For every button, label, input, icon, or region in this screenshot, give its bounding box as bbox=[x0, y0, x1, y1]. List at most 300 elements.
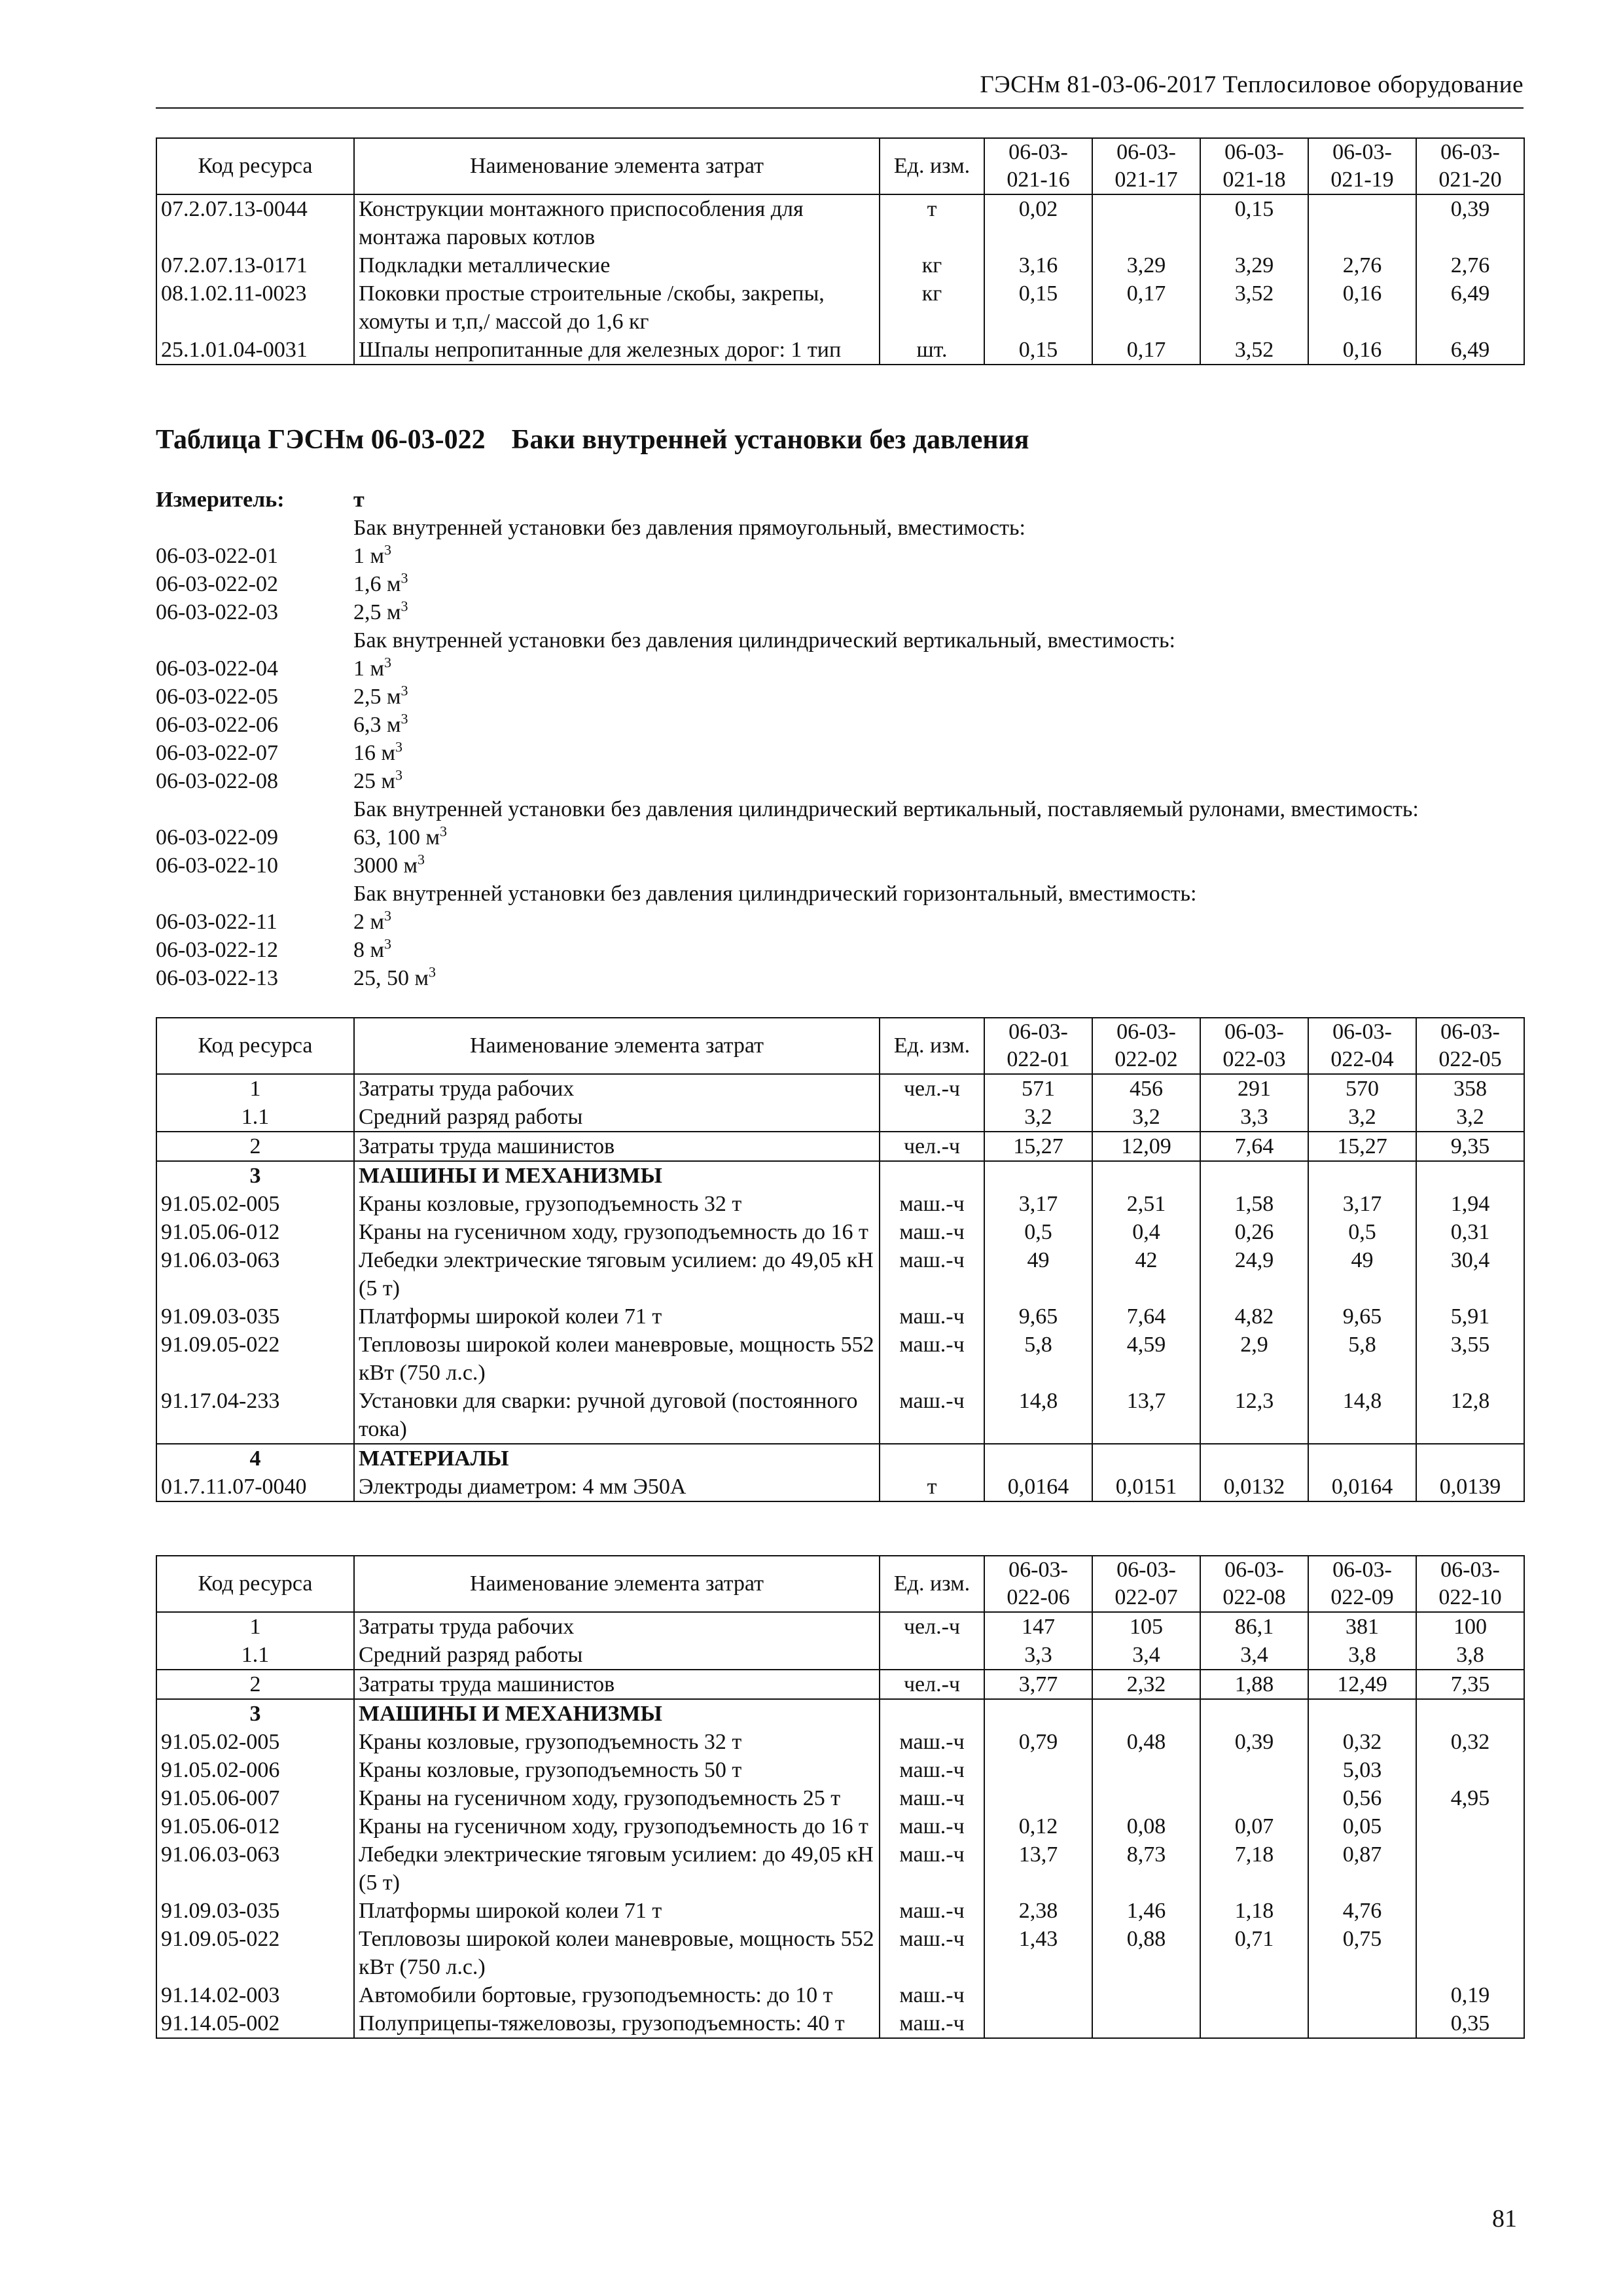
table-row bbox=[156, 1981, 1524, 2009]
measure-line bbox=[156, 795, 1530, 823]
table-row bbox=[156, 1728, 1524, 1756]
rate-text: 63, 100 м bbox=[353, 825, 440, 850]
resource-value: 4,76 bbox=[1308, 1897, 1416, 1925]
resource-value bbox=[1092, 1161, 1200, 1190]
resource-value: 0,15 bbox=[984, 279, 1092, 336]
resource-name: Краны на гусеничном ходу, грузоподъемность до 16 т bbox=[354, 1218, 880, 1246]
resource-value bbox=[1416, 1699, 1524, 1728]
col-header-norm: 06-03-021-20 bbox=[1416, 138, 1524, 194]
resource-value bbox=[1200, 1981, 1308, 2009]
resource-value: 0,87 bbox=[1308, 1840, 1416, 1897]
resource-value: 3,29 bbox=[1092, 251, 1200, 279]
resource-unit: маш.-ч bbox=[880, 1812, 984, 1840]
col-header-name: Наименование элемента затрат bbox=[354, 1556, 880, 1612]
resource-unit: кг bbox=[880, 279, 984, 336]
table-row bbox=[156, 1784, 1524, 1812]
unit-exponent: 3 bbox=[401, 569, 408, 586]
resource-unit bbox=[880, 1641, 984, 1670]
table-row bbox=[156, 1473, 1524, 1501]
resource-value: 7,64 bbox=[1092, 1302, 1200, 1331]
resource-value: 0,5 bbox=[984, 1218, 1092, 1246]
resource-table-022-b bbox=[156, 1555, 1525, 2039]
table-row bbox=[156, 1161, 1524, 1190]
measure-line bbox=[156, 880, 1530, 908]
resource-code: 91.05.02-005 bbox=[156, 1728, 354, 1756]
rate-text: Бак внутренней установки без давления цилиндрический горизонтальный, вместимость: bbox=[353, 882, 1197, 906]
resource-code: 91.09.05-022 bbox=[156, 1925, 354, 1981]
resource-value: 3,2 bbox=[1308, 1103, 1416, 1132]
resource-name: Лебедки электрические тяговым усилием: до 49,05 кН (5 т) bbox=[354, 1246, 880, 1302]
resource-code: 91.06.03-063 bbox=[156, 1840, 354, 1897]
col-header-norm: 06-03-021-16 bbox=[984, 138, 1092, 194]
resource-name: Подкладки металлические bbox=[354, 251, 880, 279]
rate-description bbox=[353, 767, 402, 795]
resource-name: Краны козловые, грузоподъемность 32 т bbox=[354, 1190, 880, 1218]
resource-value bbox=[1092, 1981, 1200, 2009]
col-header-norm: 06-03-022-04 bbox=[1308, 1018, 1416, 1074]
table-row bbox=[156, 194, 1524, 251]
table-row bbox=[156, 2009, 1524, 2038]
resource-value: 0,17 bbox=[1092, 279, 1200, 336]
running-header: ГЭСНм 81-03-06-2017 Теплосиловое оборудование bbox=[980, 71, 1524, 98]
resource-name: Средний разряд работы bbox=[354, 1103, 880, 1132]
header-rule bbox=[156, 107, 1524, 109]
resource-code: 07.2.07.13-0044 bbox=[156, 194, 354, 251]
resource-unit bbox=[880, 1444, 984, 1473]
rate-description bbox=[353, 542, 391, 570]
resource-table-021 bbox=[156, 137, 1525, 365]
resource-value: 3,8 bbox=[1308, 1641, 1416, 1670]
resource-value: 5,91 bbox=[1416, 1302, 1524, 1331]
resource-value: 9,65 bbox=[1308, 1302, 1416, 1331]
meter-label: Измеритель: bbox=[156, 488, 285, 512]
col-header-norm: 06-03-022-03 bbox=[1200, 1018, 1308, 1074]
table-row bbox=[156, 1699, 1524, 1728]
resource-value: 570 bbox=[1308, 1074, 1416, 1103]
resource-value: 6,49 bbox=[1416, 336, 1524, 365]
resource-value: 1,58 bbox=[1200, 1190, 1308, 1218]
resource-value: 1,46 bbox=[1092, 1897, 1200, 1925]
resource-value: 0,16 bbox=[1308, 279, 1416, 336]
table-row bbox=[156, 1612, 1524, 1641]
rate-text: 6,3 м bbox=[353, 713, 401, 737]
resource-name: Краны на гусеничном ходу, грузоподъемность до 16 т bbox=[354, 1812, 880, 1840]
resource-value: 7,18 bbox=[1200, 1840, 1308, 1897]
rate-text: 1 м bbox=[353, 544, 385, 568]
resource-value bbox=[1092, 1784, 1200, 1812]
resource-value bbox=[1308, 194, 1416, 251]
resource-value: 0,35 bbox=[1416, 2009, 1524, 2038]
measure-line bbox=[156, 711, 1530, 739]
rate-description bbox=[353, 570, 408, 598]
unit-exponent: 3 bbox=[384, 654, 392, 671]
resource-code: 4 bbox=[156, 1444, 354, 1473]
resource-name: Средний разряд работы bbox=[354, 1641, 880, 1670]
resource-value: 14,8 bbox=[1308, 1387, 1416, 1444]
resource-code: 01.7.11.07-0040 bbox=[156, 1473, 354, 1501]
measure-line bbox=[156, 626, 1530, 655]
resource-value: 7,64 bbox=[1200, 1132, 1308, 1161]
resource-value: 3,55 bbox=[1416, 1331, 1524, 1387]
resource-code: 91.06.03-063 bbox=[156, 1246, 354, 1302]
resource-value bbox=[1416, 1840, 1524, 1897]
col-header-norm: 06-03-021-19 bbox=[1308, 138, 1416, 194]
rate-description bbox=[353, 964, 436, 992]
resource-value bbox=[1092, 1699, 1200, 1728]
resource-value: 3,17 bbox=[984, 1190, 1092, 1218]
resource-value: 0,0164 bbox=[984, 1473, 1092, 1501]
resource-unit: маш.-ч bbox=[880, 1897, 984, 1925]
rate-text: 3000 м bbox=[353, 853, 418, 878]
rate-code: 06-03-022-09 bbox=[156, 825, 278, 850]
resource-value bbox=[1200, 1699, 1308, 1728]
resource-value: 5,8 bbox=[984, 1331, 1092, 1387]
resource-name: МАШИНЫ И МЕХАНИЗМЫ bbox=[354, 1699, 880, 1728]
resource-value: 15,27 bbox=[984, 1132, 1092, 1161]
col-header-norm: 06-03-022-10 bbox=[1416, 1556, 1524, 1612]
resource-value: 1,18 bbox=[1200, 1897, 1308, 1925]
resource-unit: шт. bbox=[880, 336, 984, 365]
table-row bbox=[156, 336, 1524, 365]
resource-value: 12,49 bbox=[1308, 1670, 1416, 1699]
resource-value: 12,3 bbox=[1200, 1387, 1308, 1444]
resource-value: 0,39 bbox=[1416, 194, 1524, 251]
rate-text: 8 м bbox=[353, 938, 385, 962]
meter-row bbox=[156, 486, 1530, 514]
resource-value bbox=[1308, 1699, 1416, 1728]
rate-text: Бак внутренней установки без давления прямоугольный, вместимость: bbox=[353, 516, 1026, 540]
resource-value: 456 bbox=[1092, 1074, 1200, 1103]
resource-name: Затраты труда рабочих bbox=[354, 1612, 880, 1641]
resource-unit: маш.-ч bbox=[880, 1840, 984, 1897]
resource-value bbox=[1200, 1444, 1308, 1473]
resource-code: 25.1.01.04-0031 bbox=[156, 336, 354, 365]
resource-value: 2,32 bbox=[1092, 1670, 1200, 1699]
resource-value: 42 bbox=[1092, 1246, 1200, 1302]
resource-value: 9,65 bbox=[984, 1302, 1092, 1331]
resource-value: 3,8 bbox=[1416, 1641, 1524, 1670]
resource-value: 0,5 bbox=[1308, 1218, 1416, 1246]
rate-code: 06-03-022-03 bbox=[156, 600, 278, 624]
resource-value: 0,31 bbox=[1416, 1218, 1524, 1246]
header-row bbox=[156, 138, 1524, 194]
resource-unit: кг bbox=[880, 251, 984, 279]
resource-name: МАТЕРИАЛЫ bbox=[354, 1444, 880, 1473]
table-row bbox=[156, 1218, 1524, 1246]
rate-description bbox=[353, 936, 391, 964]
measure-line bbox=[156, 570, 1530, 598]
resource-code: 2 bbox=[156, 1132, 354, 1161]
table-row bbox=[156, 1897, 1524, 1925]
resource-value: 0,71 bbox=[1200, 1925, 1308, 1981]
resource-value: 1,94 bbox=[1416, 1190, 1524, 1218]
resource-unit: чел.-ч bbox=[880, 1670, 984, 1699]
table-row bbox=[156, 1074, 1524, 1103]
table-row bbox=[156, 1132, 1524, 1161]
rate-description bbox=[353, 880, 1196, 908]
rate-description bbox=[353, 852, 425, 880]
resource-value bbox=[984, 1444, 1092, 1473]
resource-value: 0,12 bbox=[984, 1812, 1092, 1840]
resource-value bbox=[1200, 1161, 1308, 1190]
measure-line bbox=[156, 852, 1530, 880]
resource-code: 91.05.06-007 bbox=[156, 1784, 354, 1812]
resource-name: Электроды диаметром: 4 мм Э50А bbox=[354, 1473, 880, 1501]
rate-code: 06-03-022-04 bbox=[156, 656, 278, 681]
resource-value: 381 bbox=[1308, 1612, 1416, 1641]
resource-value bbox=[984, 1756, 1092, 1784]
resource-value bbox=[1092, 194, 1200, 251]
resource-value: 0,17 bbox=[1092, 336, 1200, 365]
resource-unit: маш.-ч bbox=[880, 1387, 984, 1444]
resource-value: 358 bbox=[1416, 1074, 1524, 1103]
table-row bbox=[156, 1246, 1524, 1302]
resource-value: 0,05 bbox=[1308, 1812, 1416, 1840]
resource-value: 3,52 bbox=[1200, 279, 1308, 336]
resource-unit: чел.-ч bbox=[880, 1132, 984, 1161]
table-row bbox=[156, 1756, 1524, 1784]
measure-line bbox=[156, 542, 1530, 570]
resource-name: Краны на гусеничном ходу, грузоподъемность 25 т bbox=[354, 1784, 880, 1812]
resource-value: 100 bbox=[1416, 1612, 1524, 1641]
rate-description bbox=[353, 626, 1175, 655]
resource-value: 1,43 bbox=[984, 1925, 1092, 1981]
resource-unit: маш.-ч bbox=[880, 1218, 984, 1246]
col-header-code: Код ресурса bbox=[156, 1018, 354, 1074]
resource-value: 0,0164 bbox=[1308, 1473, 1416, 1501]
resource-name: Платформы широкой колеи 71 т bbox=[354, 1302, 880, 1331]
resource-value: 3,4 bbox=[1200, 1641, 1308, 1670]
unit-exponent: 3 bbox=[401, 682, 408, 699]
unit-exponent: 3 bbox=[384, 541, 392, 558]
measure-line bbox=[156, 823, 1530, 852]
rate-description bbox=[353, 683, 408, 711]
resource-value: 8,73 bbox=[1092, 1840, 1200, 1897]
resource-value: 3,2 bbox=[1416, 1103, 1524, 1132]
resource-code: 1.1 bbox=[156, 1641, 354, 1670]
resource-code: 91.09.03-035 bbox=[156, 1302, 354, 1331]
resource-code: 07.2.07.13-0171 bbox=[156, 251, 354, 279]
unit-exponent: 3 bbox=[395, 766, 403, 783]
resource-value bbox=[1416, 1925, 1524, 1981]
resource-value bbox=[1308, 1981, 1416, 2009]
resource-value: 0,56 bbox=[1308, 1784, 1416, 1812]
unit-exponent: 3 bbox=[384, 907, 392, 924]
col-header-norm: 06-03-022-09 bbox=[1308, 1556, 1416, 1612]
table-row bbox=[156, 1444, 1524, 1473]
table-title bbox=[156, 423, 1029, 457]
resource-value: 2,51 bbox=[1092, 1190, 1200, 1218]
resource-value bbox=[1416, 1812, 1524, 1840]
resource-value: 0,0139 bbox=[1416, 1473, 1524, 1501]
resource-value: 0,16 bbox=[1308, 336, 1416, 365]
rate-description bbox=[353, 795, 1419, 823]
resource-unit: маш.-ч bbox=[880, 1246, 984, 1302]
resource-value: 1,88 bbox=[1200, 1670, 1308, 1699]
resource-value: 0,07 bbox=[1200, 1812, 1308, 1840]
resource-value: 0,4 bbox=[1092, 1218, 1200, 1246]
measure-line bbox=[156, 908, 1530, 936]
resource-code: 91.05.06-012 bbox=[156, 1218, 354, 1246]
measure-line bbox=[156, 964, 1530, 992]
unit-exponent: 3 bbox=[401, 598, 408, 615]
rate-text: 2,5 м bbox=[353, 685, 401, 709]
resource-unit: чел.-ч bbox=[880, 1074, 984, 1103]
resource-value bbox=[1308, 1444, 1416, 1473]
rate-text: 2 м bbox=[353, 910, 385, 934]
rate-code: 06-03-022-11 bbox=[156, 910, 277, 934]
rate-text: 25 м bbox=[353, 769, 396, 793]
col-header-norm: 06-03-021-17 bbox=[1092, 138, 1200, 194]
resource-unit: маш.-ч bbox=[880, 1925, 984, 1981]
rate-text: 16 м bbox=[353, 741, 396, 765]
col-header-code: Код ресурса bbox=[156, 138, 354, 194]
resource-unit: маш.-ч bbox=[880, 1728, 984, 1756]
resource-value bbox=[1092, 1756, 1200, 1784]
resource-value: 13,7 bbox=[1092, 1387, 1200, 1444]
resource-value: 3,2 bbox=[1092, 1103, 1200, 1132]
table-row bbox=[156, 1812, 1524, 1840]
resource-value: 12,8 bbox=[1416, 1387, 1524, 1444]
resource-value: 6,49 bbox=[1416, 279, 1524, 336]
resource-value: 105 bbox=[1092, 1612, 1200, 1641]
resource-value: 4,95 bbox=[1416, 1784, 1524, 1812]
resource-value: 24,9 bbox=[1200, 1246, 1308, 1302]
resource-unit: чел.-ч bbox=[880, 1612, 984, 1641]
resource-value: 571 bbox=[984, 1074, 1092, 1103]
resource-value: 0,48 bbox=[1092, 1728, 1200, 1756]
resource-code: 1 bbox=[156, 1074, 354, 1103]
resource-code: 91.17.04-233 bbox=[156, 1387, 354, 1444]
col-header-norm: 06-03-022-02 bbox=[1092, 1018, 1200, 1074]
resource-code: 91.09.03-035 bbox=[156, 1897, 354, 1925]
rate-description bbox=[353, 655, 391, 683]
resource-value: 86,1 bbox=[1200, 1612, 1308, 1641]
resource-unit: т bbox=[880, 1473, 984, 1501]
resource-unit: маш.-ч bbox=[880, 1331, 984, 1387]
resource-code: 91.09.05-022 bbox=[156, 1331, 354, 1387]
measure-line bbox=[156, 655, 1530, 683]
rate-description bbox=[353, 514, 1026, 542]
resource-value: 291 bbox=[1200, 1074, 1308, 1103]
resource-value bbox=[1416, 1756, 1524, 1784]
page-number: 81 bbox=[1492, 2205, 1517, 2233]
resource-code: 91.05.02-005 bbox=[156, 1190, 354, 1218]
col-header-norm: 06-03-021-18 bbox=[1200, 138, 1308, 194]
resource-value: 0,26 bbox=[1200, 1218, 1308, 1246]
resource-unit: маш.-ч bbox=[880, 1756, 984, 1784]
resource-value: 15,27 bbox=[1308, 1132, 1416, 1161]
resource-value: 30,4 bbox=[1416, 1246, 1524, 1302]
rate-code: 06-03-022-05 bbox=[156, 685, 278, 709]
resource-value bbox=[1200, 1784, 1308, 1812]
resource-name: Платформы широкой колеи 71 т bbox=[354, 1897, 880, 1925]
resource-value bbox=[1308, 1161, 1416, 1190]
resource-unit: маш.-ч bbox=[880, 1784, 984, 1812]
resource-value bbox=[1200, 2009, 1308, 2038]
resource-code: 08.1.02.11-0023 bbox=[156, 279, 354, 336]
resource-value: 49 bbox=[984, 1246, 1092, 1302]
resource-value: 147 bbox=[984, 1612, 1092, 1641]
table-row bbox=[156, 1302, 1524, 1331]
resource-value bbox=[1092, 2009, 1200, 2038]
table-row bbox=[156, 1670, 1524, 1699]
resource-value: 0,15 bbox=[984, 336, 1092, 365]
resource-table-022-a bbox=[156, 1017, 1525, 1502]
resource-name: Конструкции монтажного приспособления для монтажа паровых котлов bbox=[354, 194, 880, 251]
unit-exponent: 3 bbox=[384, 935, 392, 952]
col-header-norm: 06-03-022-01 bbox=[984, 1018, 1092, 1074]
resource-value: 3,2 bbox=[984, 1103, 1092, 1132]
resource-value bbox=[1416, 1444, 1524, 1473]
measure-line bbox=[156, 683, 1530, 711]
unit-exponent: 3 bbox=[440, 823, 448, 840]
rate-text: Бак внутренней установки без давления цилиндрический вертикальный, поставляемый рулонами, вместимость: bbox=[353, 797, 1419, 821]
table-number: Таблица ГЭСНм 06-03-022 bbox=[156, 425, 486, 455]
table-row bbox=[156, 1103, 1524, 1132]
resource-value bbox=[1416, 1161, 1524, 1190]
rate-code: 06-03-022-07 bbox=[156, 741, 278, 765]
resource-value: 0,75 bbox=[1308, 1925, 1416, 1981]
resource-value: 0,02 bbox=[984, 194, 1092, 251]
rate-description bbox=[353, 908, 391, 936]
resource-value bbox=[1092, 1444, 1200, 1473]
resource-code: 91.05.02-006 bbox=[156, 1756, 354, 1784]
resource-value bbox=[984, 1784, 1092, 1812]
resource-value: 3,52 bbox=[1200, 336, 1308, 365]
resource-name: Затраты труда рабочих bbox=[354, 1074, 880, 1103]
resource-value: 3,4 bbox=[1092, 1641, 1200, 1670]
resource-unit: маш.-ч bbox=[880, 1302, 984, 1331]
rate-code: 06-03-022-06 bbox=[156, 713, 278, 737]
table-row bbox=[156, 1925, 1524, 1981]
resource-unit bbox=[880, 1103, 984, 1132]
resource-value bbox=[984, 2009, 1092, 2038]
resource-value: 3,77 bbox=[984, 1670, 1092, 1699]
rate-code: 06-03-022-01 bbox=[156, 544, 278, 568]
unit-exponent: 3 bbox=[395, 738, 403, 755]
resource-name: Лебедки электрические тяговым усилием: до 49,05 кН (5 т) bbox=[354, 1840, 880, 1897]
rate-code: 06-03-022-10 bbox=[156, 853, 278, 878]
resource-name: Поковки простые строительные /скобы, закрепы, хомуты и т,п,/ массой до 1,6 кг bbox=[354, 279, 880, 336]
resource-code: 91.14.02-003 bbox=[156, 1981, 354, 2009]
col-header-norm: 06-03-022-07 bbox=[1092, 1556, 1200, 1612]
resource-value: 3,3 bbox=[984, 1641, 1092, 1670]
resource-value: 3,3 bbox=[1200, 1103, 1308, 1132]
resource-value: 0,32 bbox=[1308, 1728, 1416, 1756]
resource-value: 5,03 bbox=[1308, 1756, 1416, 1784]
measure-line bbox=[156, 598, 1530, 626]
resource-value: 9,35 bbox=[1416, 1132, 1524, 1161]
resource-value: 2,76 bbox=[1416, 251, 1524, 279]
resource-value: 0,32 bbox=[1416, 1728, 1524, 1756]
rate-text: 2,5 м bbox=[353, 600, 401, 624]
resource-code: 2 bbox=[156, 1670, 354, 1699]
resource-value: 49 bbox=[1308, 1246, 1416, 1302]
rate-text: 25, 50 м bbox=[353, 966, 429, 990]
resource-value bbox=[984, 1161, 1092, 1190]
resource-name: Автомобили бортовые, грузоподъемность: до 10 т bbox=[354, 1981, 880, 2009]
resource-unit: маш.-ч bbox=[880, 2009, 984, 2038]
measure-block bbox=[156, 486, 1530, 992]
resource-unit: т bbox=[880, 194, 984, 251]
resource-unit: маш.-ч bbox=[880, 1190, 984, 1218]
unit-exponent: 3 bbox=[418, 851, 425, 868]
resource-code: 1 bbox=[156, 1612, 354, 1641]
header-row bbox=[156, 1556, 1524, 1612]
resource-value: 0,0151 bbox=[1092, 1473, 1200, 1501]
resource-value: 13,7 bbox=[984, 1840, 1092, 1897]
